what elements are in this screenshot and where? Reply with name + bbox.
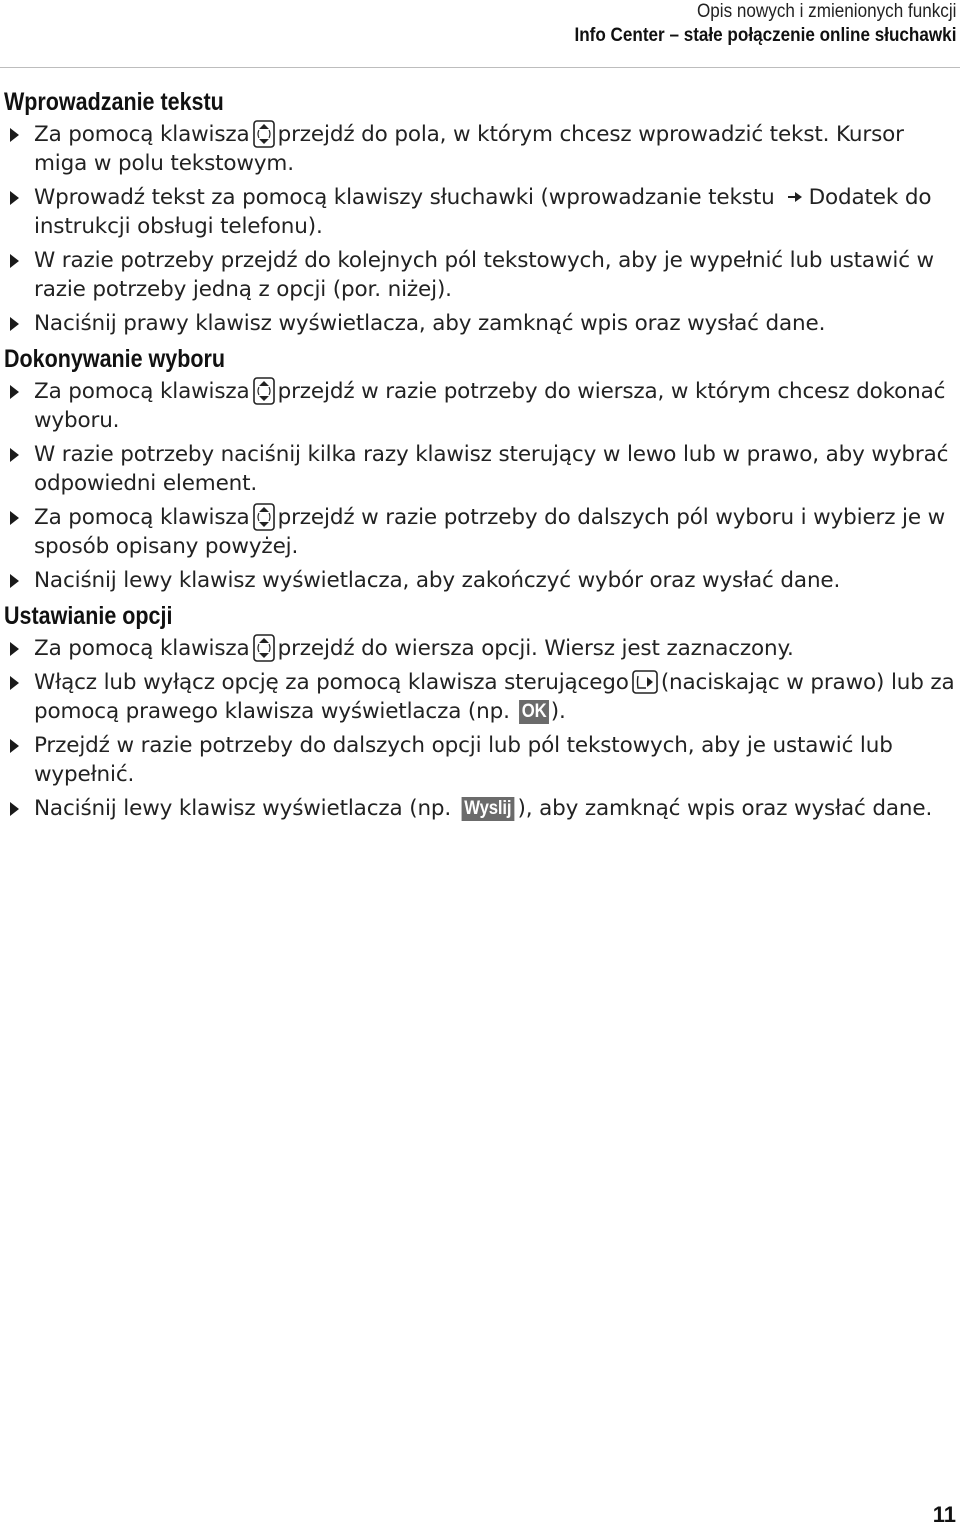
list-item: Przejdź w razie potrzeby do dalszych opcji lub pól tekstowych, aby je ustawić lub wypełnić. — [4, 731, 956, 789]
section-options — [4, 600, 956, 823]
list-item: Za pomocą klawisza przejdź do pola, w którym chcesz wprowadzić tekst. Kursor miga w polu tekstowym. — [4, 120, 956, 178]
triangle-bullet-icon — [10, 642, 19, 656]
page-content — [4, 86, 956, 828]
header-section-title: Opis nowych i zmienionych funkcji — [696, 1, 956, 22]
list-item: W razie potrzeby przejdź do kolejnych pól tekstowych, aby je wypełnić lub ustawić w razie potrzeby jedną z opcji (por. niżej). — [4, 246, 956, 304]
triangle-bullet-icon — [10, 511, 19, 525]
triangle-bullet-icon — [10, 128, 19, 142]
page-number: 11 — [932, 1502, 956, 1527]
triangle-bullet-icon — [10, 574, 19, 588]
navigation-key-right-icon — [632, 668, 658, 696]
list-item: Naciśnij lewy klawisz wyświetlacza (np. Wyslij ), aby zamknąć wpis oraz wysłać dane. — [4, 794, 956, 823]
softkey-ok: OK — [519, 700, 549, 724]
reference-arrow-icon — [787, 183, 803, 197]
list-item: Za pomocą klawisza przejdź w razie potrzeby do dalszych pól wyboru i wybierz je w sposób opisany powyżej. — [4, 503, 956, 561]
triangle-bullet-icon — [10, 802, 19, 816]
navigation-key-up-down-icon — [253, 503, 275, 531]
section-title: Dokonywanie wyboru — [4, 345, 226, 373]
list-item: Naciśnij prawy klawisz wyświetlacza, aby zamknąć wpis oraz wysłać dane. — [4, 309, 956, 338]
header-divider — [0, 67, 960, 68]
section-title: Ustawianie opcji — [4, 602, 173, 630]
list-item: Za pomocą klawisza przejdź w razie potrzeby do wiersza, w którym chcesz dokonać wyboru. — [4, 377, 956, 435]
navigation-key-up-down-icon — [253, 120, 275, 148]
triangle-bullet-icon — [10, 676, 19, 690]
triangle-bullet-icon — [10, 739, 19, 753]
section-selection — [4, 343, 956, 595]
section-text-input — [4, 86, 956, 338]
list-item: Za pomocą klawisza przejdź do wiersza opcji. Wiersz jest zaznaczony. — [4, 634, 956, 663]
header-chapter-title: Info Center – stałe połączenie online słuchawki — [573, 25, 956, 46]
triangle-bullet-icon — [10, 254, 19, 268]
list-item: Wprowadź tekst za pomocą klawiszy słuchawki (wprowadzanie tekstu Dodatek do instrukcji obsługi telefonu). — [4, 183, 956, 241]
page-header — [532, 0, 956, 49]
softkey-send: Wyslij — [461, 797, 514, 821]
list-item: Włącz lub wyłącz opcję za pomocą klawisza sterującego (naciskając w prawo) lub za pomocą prawego klawisza wyświetlacza (np. OK ). — [4, 668, 956, 726]
section-title: Wprowadzanie tekstu — [4, 88, 224, 116]
navigation-key-up-down-icon — [253, 634, 275, 662]
list-item: Naciśnij lewy klawisz wyświetlacza, aby zakończyć wybór oraz wysłać dane. — [4, 566, 956, 595]
list-item: W razie potrzeby naciśnij kilka razy klawisz sterujący w lewo lub w prawo, aby wybrać odpowiedni element. — [4, 440, 956, 498]
triangle-bullet-icon — [10, 448, 19, 462]
navigation-key-up-down-icon — [253, 377, 275, 405]
triangle-bullet-icon — [10, 317, 19, 331]
triangle-bullet-icon — [10, 385, 19, 399]
triangle-bullet-icon — [10, 191, 19, 205]
